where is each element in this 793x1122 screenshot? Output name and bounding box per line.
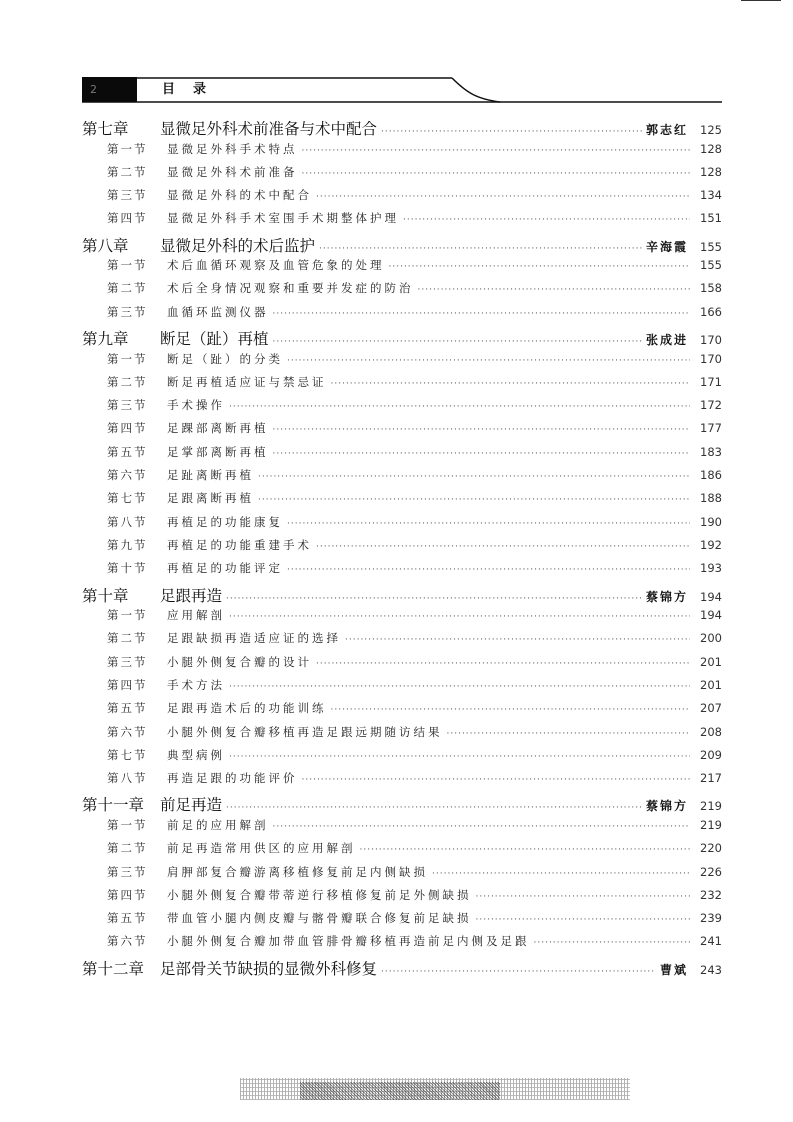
entry-title: 足掌部离断再植 [167, 444, 269, 459]
entry-title: 断足再植适应证与禁忌证 [167, 374, 327, 389]
entry-number-label: 第六节 [107, 468, 148, 483]
page-number: 219 [700, 799, 722, 814]
entry-title: 足跟离断再植 [167, 491, 254, 506]
toc-section-entry [82, 141, 722, 164]
page-number: 155 [700, 239, 722, 254]
toc-section-entry [82, 887, 722, 910]
entry-number-label: 第十一章 [82, 796, 145, 815]
dot-leader [302, 169, 691, 179]
page-number: 155 [700, 258, 722, 273]
page-number: 125 [700, 123, 722, 137]
dot-leader [229, 612, 690, 622]
entry-title: 足部骨关节缺损的显微外科修复 [160, 959, 378, 978]
dot-leader [476, 892, 691, 902]
toc-section-entry [82, 187, 722, 210]
running-header [82, 77, 722, 102]
chapter-author: 辛海霞 [645, 239, 688, 254]
chapter-author: 曹斌 [659, 962, 688, 977]
toc-section-entry [82, 304, 722, 327]
entry-title: 手术操作 [167, 398, 225, 413]
dot-leader [287, 519, 690, 529]
dot-leader [331, 379, 691, 389]
dot-leader [316, 192, 690, 202]
dot-leader [258, 495, 690, 505]
dot-leader [226, 594, 642, 604]
entry-title: 肩胛部复合瓣游离移植修复前足内侧缺损 [167, 864, 428, 879]
entry-number-label: 第七节 [107, 491, 148, 506]
dot-leader [273, 309, 691, 319]
entry-number-label: 第二节 [107, 631, 148, 646]
entry-number-label: 第五节 [107, 444, 148, 459]
dot-leader [316, 542, 690, 552]
entry-title: 术后血循环观察及血管危象的处理 [167, 258, 385, 273]
entry-title: 前足再造 [160, 796, 223, 815]
entry-title: 足趾离断再植 [167, 468, 254, 483]
entry-title: 带血管小腿内侧皮瓣与髂骨瓣联合修复前足缺损 [167, 911, 472, 926]
page-number: 193 [700, 561, 722, 576]
dot-leader [403, 215, 690, 225]
page-number: 194 [700, 589, 722, 604]
entry-number-label: 第四节 [107, 421, 148, 436]
entry-number-label: 第七章 [82, 120, 129, 138]
entry-title: 再植足的功能康复 [167, 514, 283, 529]
toc-section-entry [82, 770, 722, 793]
entry-number-label: 第五节 [107, 701, 148, 716]
toc-section-entry [82, 724, 722, 747]
entry-title: 小腿外侧复合瓣移植再造足跟远期随访结果 [167, 724, 443, 739]
toc-section-entry [82, 910, 722, 933]
page-number: 232 [700, 887, 722, 902]
entry-title: 显微足外科手术特点 [167, 141, 298, 156]
page-number: 190 [700, 514, 722, 529]
scan-noise-strip-dense [300, 1082, 500, 1100]
toc-section-entry [82, 700, 722, 723]
dot-leader [360, 845, 691, 855]
page-number: 183 [700, 444, 722, 459]
toc-section-entry [82, 747, 722, 770]
dot-leader [287, 356, 690, 366]
entry-title: 手术方法 [167, 677, 225, 692]
dot-leader [302, 146, 691, 156]
entry-title: 显微足外科的术中配合 [167, 188, 312, 203]
dot-leader [229, 752, 690, 762]
entry-title: 显微足外科术前准备与术中配合 [160, 120, 378, 138]
entry-title: 典型病例 [167, 747, 225, 762]
page-number: 239 [700, 911, 722, 926]
entry-title: 显微足外科术前准备 [167, 164, 298, 179]
chapter-author: 蔡锦方 [645, 799, 688, 814]
dot-leader [381, 127, 642, 137]
dot-leader [389, 262, 691, 272]
entry-number-label: 第三节 [107, 188, 148, 203]
entry-title: 足跟缺损再造适应证的选择 [167, 631, 341, 646]
page-number: 134 [700, 188, 722, 203]
chapter-author: 蔡锦方 [645, 589, 688, 604]
entry-number-label: 第四节 [107, 211, 148, 226]
toc-section-entry [82, 374, 722, 397]
page-number: 243 [700, 962, 722, 977]
page-number: 188 [700, 491, 722, 506]
entry-title: 小腿外侧复合瓣的设计 [167, 654, 312, 669]
dot-leader [476, 915, 691, 925]
page-number: 201 [700, 677, 722, 692]
page-number: 171 [700, 374, 722, 389]
page-number: 201 [700, 654, 722, 669]
entry-number-label: 第八节 [107, 514, 148, 529]
toc-section-entry [82, 514, 722, 537]
entry-title: 前足的应用解剖 [167, 817, 269, 832]
dot-leader [226, 803, 642, 813]
entry-title: 再植足的功能重建手术 [167, 537, 312, 552]
dot-leader [273, 337, 642, 347]
page-number: 170 [700, 333, 722, 348]
toc-section-entry [82, 351, 722, 374]
toc-section-entry [82, 630, 722, 653]
header-title: 目录 [162, 82, 225, 97]
entry-title: 小腿外侧复合瓣加带血管腓骨瓣移植再造前足内侧及足跟 [167, 934, 530, 949]
entry-number-label: 第九章 [82, 330, 129, 349]
page-number: 207 [700, 701, 722, 716]
toc-section-entry [82, 467, 722, 490]
entry-number-label: 第四节 [107, 677, 148, 692]
page-number: 209 [700, 747, 722, 762]
dot-leader [316, 659, 690, 669]
entry-number-label: 第二节 [107, 374, 148, 389]
page-number: 172 [700, 398, 722, 413]
entry-title: 足跟再造术后的功能训练 [167, 701, 327, 716]
dot-leader [447, 729, 691, 739]
page-number: 200 [700, 631, 722, 646]
entry-title: 血循环监测仪器 [167, 304, 269, 319]
dot-leader [418, 285, 691, 295]
entry-title: 足跟再造 [160, 586, 223, 605]
entry-title: 再植足的功能评定 [167, 561, 283, 576]
toc-section-entry [82, 490, 722, 513]
entry-title: 应用解剖 [167, 608, 225, 623]
page-number: 128 [700, 164, 722, 179]
entry-number-label: 第三节 [107, 304, 148, 319]
toc-chapter-entry [82, 957, 722, 981]
entry-title: 术后全身情况观察和重要并发症的防治 [167, 281, 414, 296]
entry-number-label: 第十二章 [82, 959, 145, 978]
page-number: 166 [700, 304, 722, 319]
entry-number-label: 第二节 [107, 164, 148, 179]
dot-leader [273, 449, 691, 459]
entry-title: 显微足外科的术后监护 [160, 236, 316, 255]
entry-number-label: 第六节 [107, 724, 148, 739]
toc-section-entry [82, 864, 722, 887]
entry-title: 断足（趾）再植 [160, 330, 269, 349]
toc-section-entry [82, 397, 722, 420]
page-number: 194 [700, 608, 722, 623]
toc-chapter-entry [82, 117, 722, 141]
entry-number-label: 第七节 [107, 747, 148, 762]
entry-number-label: 第五节 [107, 911, 148, 926]
dot-leader [345, 635, 690, 645]
toc-section-entry [82, 420, 722, 443]
toc-section-entry [82, 654, 722, 677]
entry-number-label: 第一节 [107, 608, 148, 623]
toc-section-entry [82, 280, 722, 303]
toc-section-entry [82, 537, 722, 560]
entry-number-label: 第一节 [107, 817, 148, 832]
page-number: 241 [700, 934, 722, 949]
entry-number-label: 第一节 [107, 141, 148, 156]
dot-leader [273, 425, 691, 435]
dot-leader [273, 822, 691, 832]
dot-leader [319, 244, 642, 254]
page-number: 151 [700, 211, 722, 226]
dot-leader [258, 472, 690, 482]
entry-number-label: 第四节 [107, 887, 148, 902]
entry-title: 足踝部离断再植 [167, 421, 269, 436]
page-number: 158 [700, 281, 722, 296]
page-number: 177 [700, 421, 722, 436]
entry-title: 再造足跟的功能评价 [167, 771, 298, 786]
table-of-contents [82, 117, 722, 980]
entry-number-label: 第一节 [107, 351, 148, 366]
entry-title: 前足再造常用供区的应用解剖 [167, 841, 356, 856]
entry-number-label: 第一节 [107, 258, 148, 273]
toc-section-entry [82, 933, 722, 956]
toc-chapter-entry [82, 327, 722, 351]
entry-number-label: 第三节 [107, 864, 148, 879]
entry-title: 断足（趾）的分类 [167, 351, 283, 366]
toc-chapter-entry [82, 584, 722, 608]
entry-number-label: 第八节 [107, 771, 148, 786]
toc-section-entry [82, 817, 722, 840]
entry-number-label: 第三节 [107, 654, 148, 669]
dot-leader [229, 682, 690, 692]
toc-chapter-entry [82, 234, 722, 258]
scan-edge-mark [741, 0, 781, 1]
dot-leader [432, 869, 690, 879]
entry-number-label: 第二节 [107, 281, 148, 296]
chapter-author: 张成进 [645, 333, 688, 348]
entry-number-label: 第三节 [107, 398, 148, 413]
page-number: 217 [700, 771, 722, 786]
page-number: 219 [700, 817, 722, 832]
page-number: 208 [700, 724, 722, 739]
dot-leader [302, 775, 691, 785]
toc-section-entry [82, 560, 722, 583]
entry-title: 小腿外侧复合瓣带蒂逆行移植修复前足外侧缺损 [167, 887, 472, 902]
dot-leader [381, 967, 656, 977]
entry-number-label: 第九节 [107, 537, 148, 552]
page-number: 226 [700, 864, 722, 879]
toc-section-entry [82, 840, 722, 863]
toc-section-entry [82, 257, 722, 280]
page-number: 192 [700, 537, 722, 552]
toc-section-entry [82, 444, 722, 467]
dot-leader [534, 938, 691, 948]
page-number: 220 [700, 841, 722, 856]
entry-number-label: 第十章 [82, 586, 129, 605]
entry-number-label: 第二节 [107, 841, 148, 856]
dot-leader [229, 402, 690, 412]
entry-number-label: 第六节 [107, 934, 148, 949]
page-number: 170 [700, 351, 722, 366]
page-number: 128 [700, 141, 722, 156]
entry-number-label: 第八章 [82, 236, 129, 255]
entry-title: 显微足外科手术室围手术期整体护理 [167, 211, 399, 226]
dot-leader [331, 705, 691, 715]
chapter-author: 郭志红 [645, 123, 688, 137]
entry-number-label: 第十节 [107, 561, 148, 576]
toc-section-entry [82, 210, 722, 233]
toc-section-entry [82, 677, 722, 700]
toc-section-entry [82, 607, 722, 630]
toc-chapter-entry [82, 793, 722, 817]
toc-section-entry [82, 164, 722, 187]
dot-leader [287, 565, 690, 575]
page-number: 186 [700, 468, 722, 483]
page-number-block: 2 [82, 77, 137, 102]
